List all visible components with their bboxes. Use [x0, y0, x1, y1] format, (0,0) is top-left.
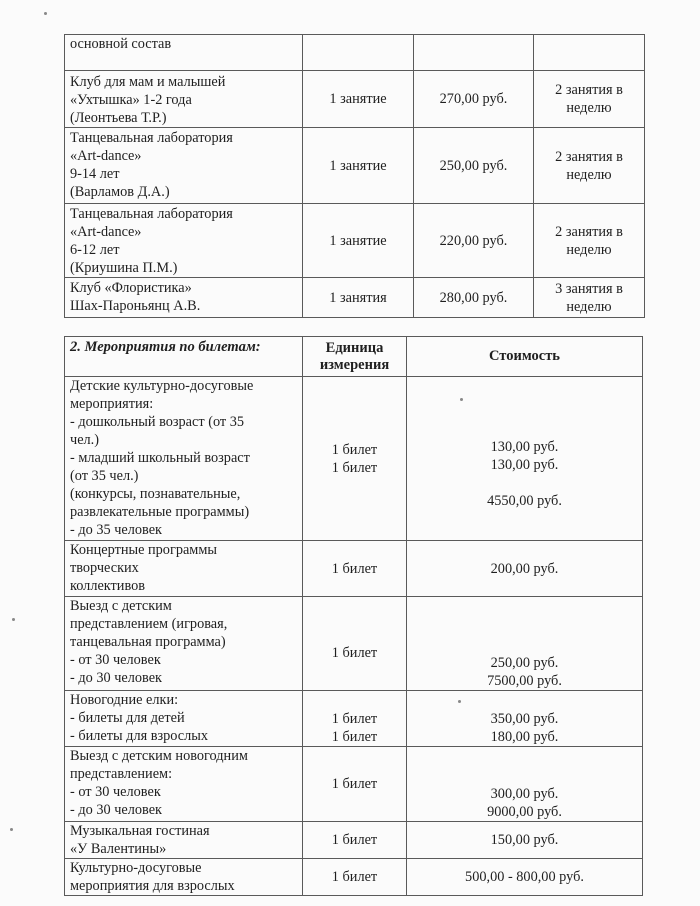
- scan-speck: [12, 618, 15, 621]
- frequency-cell: 2 занятия в неделю: [534, 128, 645, 204]
- price-line: 130,00 руб.: [490, 456, 559, 473]
- table-row: [65, 691, 643, 747]
- unit-cell: [303, 35, 414, 71]
- unit-cell: 1 занятие: [303, 204, 414, 278]
- row-name-cell: Танцевальная лаборатория «Art-dance» 6-12 лет (Криушина П.М.): [65, 204, 303, 278]
- unit-line: 1 билет: [331, 832, 378, 848]
- table-row: [65, 128, 645, 204]
- scan-speck: [10, 828, 13, 831]
- price-cell: [407, 377, 643, 541]
- price-line: 500,00 - 800,00 руб.: [465, 869, 584, 885]
- row-name-cell: Выезд с детским представлением (игровая, танцевальная программа) - от 30 человек - до 30 человек: [65, 597, 303, 691]
- table-header-row: [65, 337, 643, 377]
- table-row: [65, 71, 645, 128]
- price-cell: [407, 747, 643, 822]
- table-row: [65, 35, 645, 71]
- row-name-cell: основной состав: [65, 35, 303, 71]
- row-name-cell: Культурно-досуговые мероприятия для взрослых: [65, 859, 303, 896]
- price-cell: [407, 859, 643, 896]
- price-cell: 250,00 руб.: [414, 128, 534, 204]
- scan-speck: [460, 398, 463, 401]
- price-line: 350,00 руб.: [490, 711, 559, 727]
- unit-column-header: Единица измерения: [303, 337, 407, 377]
- clubs-price-table: [64, 34, 645, 318]
- unit-line: 1 билет: [331, 459, 378, 476]
- price-cell: [414, 35, 534, 71]
- frequency-cell: [534, 35, 645, 71]
- row-name-cell: Музыкальная гостиная «У Валентины»: [65, 822, 303, 859]
- row-name-cell: Клуб «Флористика» Шах-Пароньянц А.В.: [65, 278, 303, 318]
- price-line: 130,00 руб.: [490, 438, 559, 455]
- unit-line: 1 билет: [331, 729, 378, 745]
- table-row: [65, 278, 645, 318]
- unit-line: 1 билет: [331, 441, 378, 458]
- unit-cell: [303, 541, 407, 597]
- price-cell: [407, 691, 643, 747]
- price-line: 200,00 руб.: [490, 560, 559, 577]
- table-row: [65, 859, 643, 896]
- frequency-cell: 2 занятия в неделю: [534, 71, 645, 128]
- unit-cell: [303, 597, 407, 691]
- unit-cell: [303, 822, 407, 859]
- unit-line: 1 билет: [331, 869, 378, 885]
- price-cell: [407, 822, 643, 859]
- row-name-cell: Танцевальная лаборатория «Art-dance» 9-14 лет (Варламов Д.А.): [65, 128, 303, 204]
- table-row: [65, 597, 643, 691]
- unit-cell: [303, 747, 407, 822]
- unit-cell: 1 занятие: [303, 71, 414, 128]
- unit-line: 1 билет: [331, 560, 378, 577]
- unit-cell: [303, 859, 407, 896]
- price-line: [410, 474, 639, 492]
- scan-speck: [44, 12, 47, 15]
- row-name-cell: Детские культурно-досуговые мероприятия: - дошкольный возраст (от 35 чел.) - младший школьный возраст (от 35 чел.) (конкурсы, познавательные, развлекательные программы) - до 35 человек: [65, 377, 303, 541]
- table-row: [65, 747, 643, 822]
- row-name-cell: Клуб для мам и малышей «Ухтышка» 1-2 года (Леонтьева Т.Р.): [65, 71, 303, 128]
- price-line: 250,00 руб.: [490, 655, 559, 671]
- price-line: 150,00 руб.: [490, 832, 559, 848]
- table-row: [65, 204, 645, 278]
- price-cell: [407, 597, 643, 691]
- price-cell: [407, 541, 643, 597]
- price-cell: 220,00 руб.: [414, 204, 534, 278]
- frequency-cell: 2 занятия в неделю: [534, 204, 645, 278]
- price-line: 180,00 руб.: [490, 729, 559, 745]
- price-line: 7500,00 руб.: [487, 673, 562, 689]
- section-heading: 2. Мероприятия по билетам:: [65, 337, 303, 377]
- price-line: 9000,00 руб.: [487, 804, 562, 820]
- price-line: 4550,00 руб.: [487, 492, 562, 509]
- unit-cell: 1 занятие: [303, 128, 414, 204]
- row-name-cell: Выезд с детским новогодним представлением: - от 30 человек - до 30 человек: [65, 747, 303, 822]
- table-row: [65, 377, 643, 541]
- row-name-cell: Концертные программы творческих коллективов: [65, 541, 303, 597]
- table-row: [65, 822, 643, 859]
- scan-speck: [458, 700, 461, 703]
- unit-cell: 1 занятия: [303, 278, 414, 318]
- unit-line: 1 билет: [331, 776, 378, 792]
- unit-line: 1 билет: [331, 711, 378, 727]
- price-cell: 270,00 руб.: [414, 71, 534, 128]
- unit-line: 1 билет: [331, 645, 378, 661]
- price-cell: 280,00 руб.: [414, 278, 534, 318]
- cost-column-header: Стоимость: [407, 337, 643, 377]
- unit-cell: [303, 691, 407, 747]
- frequency-cell: 3 занятия в неделю: [534, 278, 645, 318]
- table-row: [65, 541, 643, 597]
- unit-cell: [303, 377, 407, 541]
- price-line: 300,00 руб.: [490, 786, 559, 802]
- row-name-cell: Новогодние елки: - билеты для детей - билеты для взрослых: [65, 691, 303, 747]
- events-price-table: [64, 336, 643, 896]
